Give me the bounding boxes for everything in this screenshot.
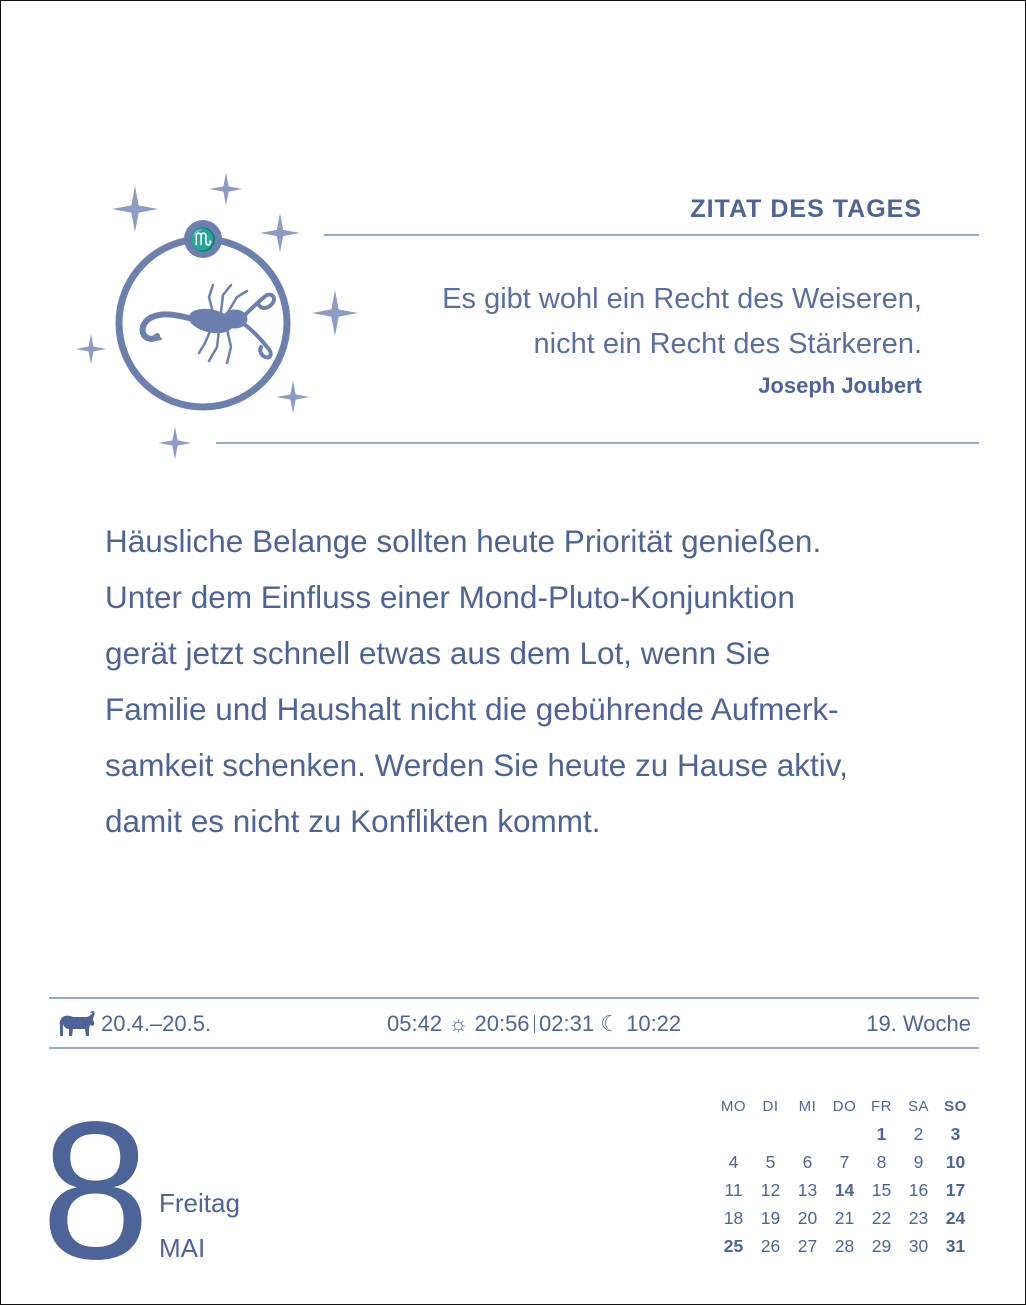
calendar-day: 23 (908, 1207, 929, 1228)
quote-top-divider (324, 234, 979, 236)
four-point-star-icon (76, 334, 107, 365)
quote-text (322, 277, 922, 367)
info-top-divider (49, 997, 979, 999)
quote-bottom-divider (216, 442, 979, 444)
sunrise-time: 05:42 (387, 1011, 443, 1036)
calendar-day: 14 (834, 1179, 855, 1200)
calendar-day: 3 (950, 1123, 961, 1144)
four-point-star-icon (277, 381, 310, 414)
separator (534, 1015, 536, 1033)
calendar-day: 22 (871, 1207, 892, 1228)
calendar-day: 5 (765, 1151, 776, 1172)
horoscope-line: damit es nicht zu Konflikten kommt. (105, 803, 601, 839)
calendar-weekday-label: SA (907, 1097, 929, 1115)
four-point-star-icon (210, 173, 243, 206)
horoscope-line: samkeit schenken. Werden Sie heute zu Hause aktiv, (105, 747, 848, 783)
info-bottom-divider (49, 1047, 979, 1049)
calendar-day: 8 (876, 1151, 887, 1172)
calendar-day: 4 (728, 1151, 739, 1172)
moonrise-time: 02:31 (539, 1011, 595, 1036)
calendar-day: 25 (723, 1235, 744, 1256)
calendar-day: 17 (945, 1179, 966, 1200)
mini-calendar (715, 1092, 974, 1260)
calendar-day: 2 (913, 1123, 924, 1144)
horoscope-line: Häusliche Belange sollten heute Priorität genießen. (105, 523, 822, 559)
calendar-day: 20 (797, 1207, 818, 1228)
calendar-day: 15 (871, 1179, 892, 1200)
calendar-week-row (715, 1120, 974, 1148)
calendar-weekday-header (715, 1092, 974, 1120)
calendar-day: 13 (797, 1179, 818, 1200)
scorpion-icon (143, 285, 274, 363)
sun-moon-times (387, 1011, 681, 1037)
horoscope-line: Unter dem Einfluss einer Mond-Pluto-Konjunktion (105, 579, 795, 615)
calendar-weekday-label: FR (871, 1097, 892, 1115)
quote-author: Joseph Joubert (758, 373, 922, 398)
quote-heading: ZITAT DES TAGES (690, 195, 922, 223)
calendar-day: 6 (802, 1151, 813, 1172)
calendar-day: 26 (760, 1235, 781, 1256)
horoscope-line: Familie und Haushalt nicht die gebührende Aufmerk- (105, 691, 839, 727)
calendar-day: 11 (724, 1179, 743, 1200)
calendar-day: 29 (871, 1235, 892, 1256)
calendar-day: 19 (760, 1207, 781, 1228)
quote-line: Es gibt wohl ein Recht des Weiseren, (442, 283, 922, 315)
month-label: MAI (159, 1233, 206, 1263)
calendar-week-row (715, 1204, 974, 1232)
info-strip (49, 1009, 979, 1041)
quote-line: nicht ein Recht des Stärkeren. (533, 328, 922, 360)
scorpio-glyph: ♏ (189, 227, 217, 252)
calendar-day: 1 (876, 1123, 887, 1144)
calendar-week-row (715, 1148, 974, 1176)
horoscope-line: gerät jetzt schnell etwas aus dem Lot, wenn Sie (105, 635, 771, 671)
zodiac-date-range: 20.4.–20.5. (101, 1011, 212, 1036)
calendar-weekday-label: DO (832, 1097, 857, 1115)
day-number: 8 (41, 1081, 151, 1300)
calendar-weekday-label: MO (720, 1097, 747, 1115)
sun-icon: ☼ (448, 1011, 469, 1036)
moon-icon: ☾ (600, 1011, 620, 1036)
calendar-day: 18 (723, 1207, 744, 1228)
calendar-day: 31 (945, 1235, 966, 1256)
calendar-day: 28 (834, 1235, 855, 1256)
calendar-day: 7 (839, 1151, 850, 1172)
calendar-week-row (715, 1232, 974, 1260)
moonset-time: 10:22 (626, 1011, 682, 1036)
calendar-day: 10 (945, 1151, 966, 1172)
week-number: 19. Woche (866, 1011, 971, 1036)
weekday-label: Freitag (159, 1188, 240, 1218)
calendar-week-row (715, 1176, 974, 1204)
four-point-star-icon (112, 186, 158, 232)
calendar-day: 21 (834, 1207, 855, 1228)
calendar-day: 9 (913, 1151, 924, 1172)
calendar-weekday-label: SO (944, 1097, 967, 1115)
calendar-day: 16 (908, 1179, 929, 1200)
calendar-day: 24 (945, 1207, 966, 1228)
calendar-weekday-label: DI (762, 1097, 779, 1115)
bull-icon (57, 1011, 97, 1037)
horoscope-text (105, 513, 935, 849)
calendar-day: 30 (908, 1235, 929, 1256)
four-point-star-icon (159, 427, 192, 460)
calendar-day: 27 (797, 1235, 818, 1256)
sunset-time: 20:56 (474, 1011, 530, 1036)
calendar-weekday-label: MI (798, 1097, 817, 1115)
calendar-day: 12 (760, 1179, 781, 1200)
four-point-star-icon (260, 213, 300, 253)
